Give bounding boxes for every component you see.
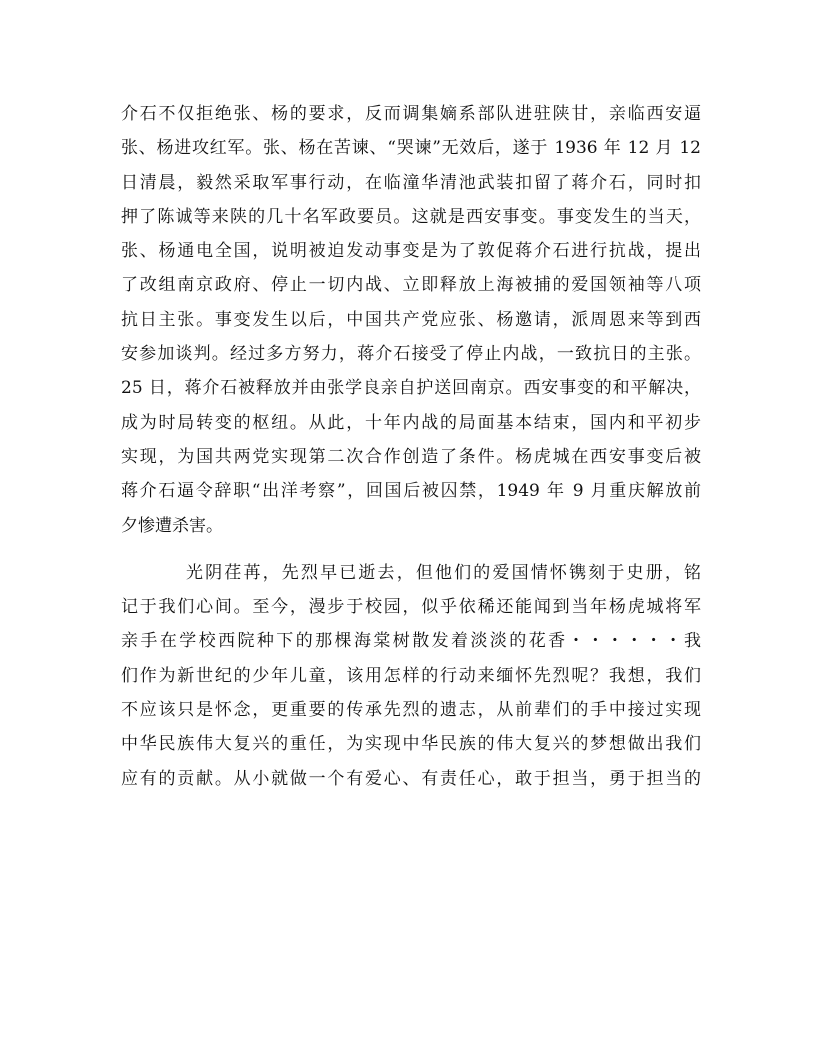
text-line: 成为时局转变的枢纽。从此，十年内战的局面基本结束，国内和平初步 bbox=[121, 412, 701, 433]
text-line: 安参加谈判。经过多方努力，蒋介石接受了停止内战，一致抗日的主张。 bbox=[121, 344, 701, 365]
text-line: 张、杨通电全国，说明被迫发动事变是为了敦促蒋介石进行抗战，提出 bbox=[121, 241, 701, 262]
paragraph-xian-incident bbox=[121, 97, 701, 543]
document-body bbox=[121, 97, 701, 796]
text-line: 蒋介石逼令辞职“出洋考察”，回国后被囚禁，1949 年 9 月重庆解放前 bbox=[121, 481, 701, 502]
text-line: 押了陈诚等来陕的几十名军政要员。这就是西安事变。事变发生的当天， bbox=[121, 206, 701, 227]
text-line: 了改组南京政府、停止一切内战、立即释放上海被捕的爱国领袖等八项 bbox=[121, 275, 701, 296]
text-line: 记于我们心间。至今，漫步于校园，似乎依稀还能闻到当年杨虎城将军 bbox=[121, 597, 701, 618]
text-line: 25 日，蒋介石被释放并由张学良亲自护送回南京。西安事变的和平解决， bbox=[121, 378, 701, 399]
text-line: 中华民族伟大复兴的重任，为实现中华民族的伟大复兴的梦想做出我们 bbox=[121, 734, 701, 755]
text-line: 们作为新世纪的少年儿童，该用怎样的行动来缅怀先烈呢？我想，我们 bbox=[121, 665, 701, 686]
text-line: 亲手在学校西院种下的那棵海棠树散发着淡淡的花香・・・・・・我 bbox=[121, 631, 701, 652]
text-line: 不应该只是怀念，更重要的传承先烈的遗志，从前辈们的手中接过实现 bbox=[121, 700, 701, 721]
text-line: 张、杨进攻红军。张、杨在苦谏、“哭谏”无效后，遂于 1936 年 12 月 12 bbox=[121, 138, 701, 159]
paragraph-remembrance bbox=[121, 556, 701, 796]
text-line: 应有的贡献。从小就做一个有爱心、有责任心，敢于担当，勇于担当的 bbox=[121, 768, 701, 789]
text-line: 抗日主张。事变发生以后，中国共产党应张、杨邀请，派周恩来等到西 bbox=[121, 309, 701, 330]
text-line: 夕惨遭杀害。 bbox=[121, 515, 223, 536]
text-line: 光阴荏苒，先烈早已逝去，但他们的爱国情怀镌刻于史册，铭 bbox=[186, 562, 701, 583]
paragraph-spacer bbox=[121, 543, 701, 556]
text-line: 实现，为国共两党实现第二次合作创造了条件。杨虎城在西安事变后被 bbox=[121, 446, 701, 467]
text-line: 日清晨，毅然采取军事行动，在临潼华清池武装扣留了蒋介石，同时扣 bbox=[121, 172, 701, 193]
text-line: 介石不仅拒绝张、杨的要求，反而调集嫡系部队进驻陕甘，亲临西安逼 bbox=[121, 104, 701, 124]
